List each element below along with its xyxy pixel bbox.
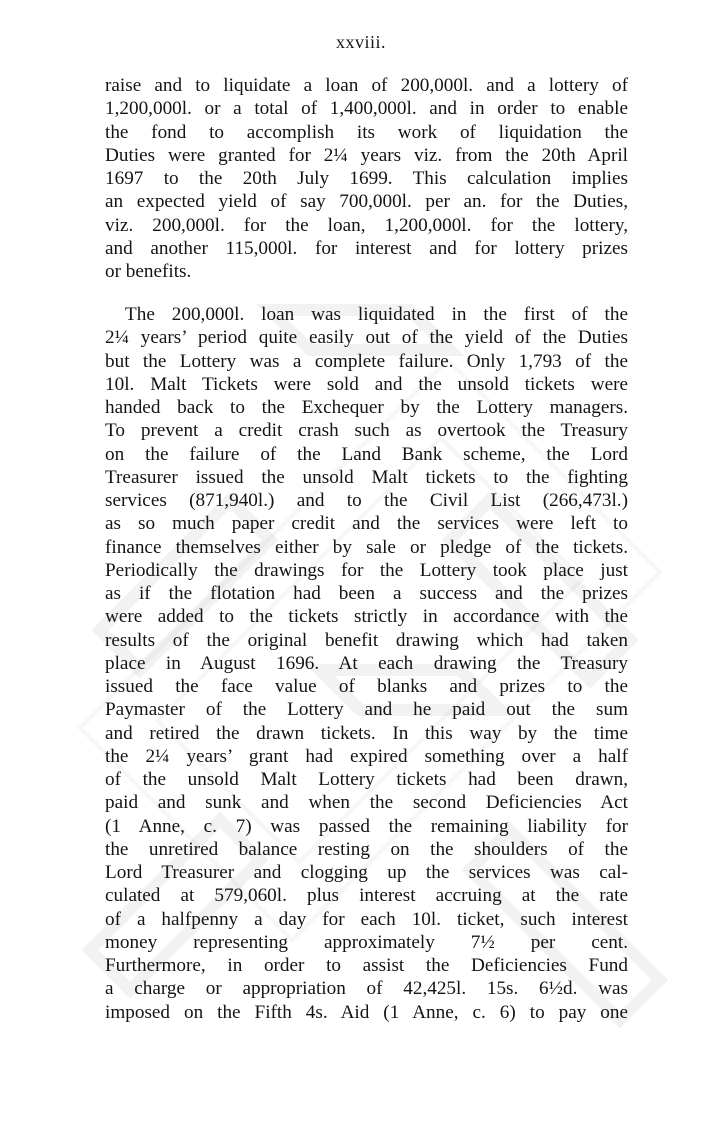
text-line: finance themselves either by sale or pledge of the tickets. [105,536,628,558]
text-line: as if the flotation had been a success and the prizes [105,583,628,604]
text-line: issued the face value of blanks and prizes to the [105,676,628,697]
text-line: or benefits. [105,261,192,282]
text-line: handed back to the Exchequer by the Lottery managers. [105,397,628,418]
text-line: 2¼ years’ period quite easily out of the yield of the Duties [105,327,628,349]
text-line: the fond to accomplish its work of liquidation the [105,121,628,143]
paragraph-1 [105,74,628,283]
text-line: To prevent a credit crash such as overtook the Treasury [105,420,628,442]
text-line: Furthermore, in order to assist the Deficiencies Fund [105,955,628,976]
text-line: money representing approximately 7½ per cent. [105,931,628,953]
text-line: The 200,000l. loan was liquidated in the first of the [125,304,628,325]
text-line: and retired the drawn tickets. In this way by the time [105,722,628,744]
text-line: were added to the tickets strictly in accordance with the [105,606,628,628]
text-line: but the Lottery was a complete failure. Only 1,793 of the [105,350,628,372]
text-line: as so much paper credit and the services were left to [105,513,628,535]
page-number: xxviii. [335,32,386,52]
text-line: services (871,940l.) and to the Civil List (266,473l.) [105,490,628,511]
text-line: 1,200,000l. or a total of 1,400,000l. and in order to enable [105,98,628,120]
text-line: Lord Treasurer and clogging up the services was cal- [105,862,628,883]
text-line: Paymaster of the Lottery and he paid out the sum [105,699,628,721]
text-line: results of the original benefit drawing which had taken [105,629,628,651]
text-line: viz. 200,000l. for the loan, 1,200,000l. for the lottery, [105,214,628,236]
text-line: raise and to liquidate a loan of 200,000l. and a lottery of [105,75,628,96]
text-line: and another 115,000l. for interest and for lottery prizes [105,237,628,259]
text-line: 10l. Malt Tickets were sold and the unsold tickets were [105,373,628,395]
text-line: place in August 1696. At each drawing the Treasury [105,652,628,674]
text-line: imposed on the Fifth 4s. Aid (1 Anne, c. 6) to pay one [105,1001,628,1023]
text-line: an expected yield of say 700,000l. per an. for the Duties, [105,191,628,213]
text-line: 1697 to the 20th July 1699. This calculation implies [105,168,628,189]
text-line: (1 Anne, c. 7) was passed the remaining liability for [105,815,628,837]
text-line: paid and sunk and when the second Deficiencies Act [105,792,628,814]
text-line: Periodically the drawings for the Lottery took place just [105,559,628,581]
text-line: Duties were granted for 2¼ years viz. from the 20th April [105,144,628,166]
text-line: Treasurer issued the unsold Malt tickets to the fighting [105,466,628,488]
text-line: the unretired balance resting on the shoulders of the [105,838,628,860]
text-line: on the failure of the Land Bank scheme, the Lord [105,443,628,465]
text-line: a charge or appropriation of 42,425l. 15s. 6½d. was [105,978,628,1000]
text-line: of a halfpenny a day for each 10l. ticket, such interest [105,908,628,930]
paragraph-2 [105,303,628,1024]
text-line: the 2¼ years’ grant had expired something over a half [105,745,628,767]
text-line: of the unsold Malt Lottery tickets had been drawn, [105,769,628,790]
text-line: culated at 579,060l. plus interest accruing at the rate [105,885,628,907]
